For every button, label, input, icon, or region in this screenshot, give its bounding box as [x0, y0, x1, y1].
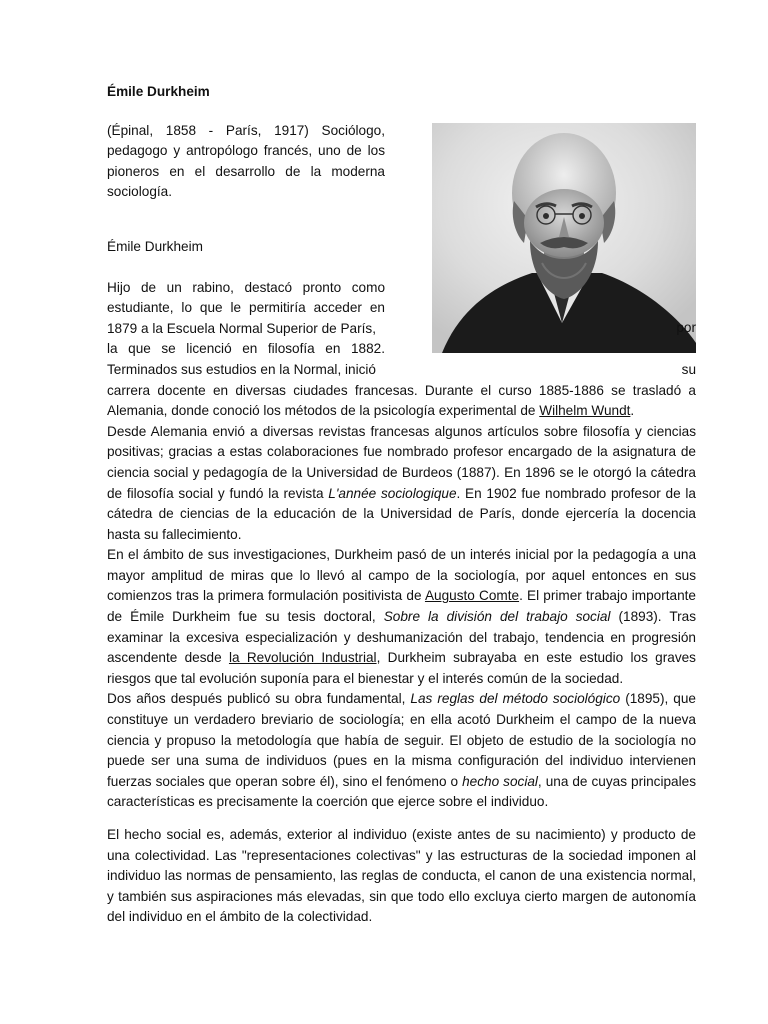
paragraph-social-fact: El hecho social es, además, exterior al individuo (existe antes de su nacimiento) y producto de una colectividad. Las "representaciones colectivas" y las estructuras de la sociedad imponen al individuo las normas de pensamiento, las reglas de conducta, el canon de una existencia normal, y también sus aspiraciones más elevadas, sin que todo ello excluya cierto margen de autonomía del individuo en el ámbito de la colectividad.	[107, 827, 696, 925]
journal-title: L'année sociologique	[328, 485, 457, 501]
p3-text-b: . El primer trabajo importante de Émile Durkheim fue su tesis doctoral,	[107, 588, 696, 625]
book-title: Las reglas del método sociológico	[410, 691, 621, 707]
thesis-title: Sobre la división del trabajo social	[383, 609, 611, 625]
p4-text-b: (1895), que constituye un verdadero breviario de sociología; en ella acotó Durkheim el campo de la nueva ciencia y propuso la metodología que había de seguir. El objeto de estudio de la sociología no puede ser una suma de individuos (pues en la misma configuración del individuo intervienen fuerzas sociales que operan sobre él), sino el fenómeno o	[107, 691, 696, 789]
section-subtitle: Émile Durkheim	[107, 238, 203, 254]
bio-wrap-word-por: por	[676, 320, 696, 336]
wrap-line-group-a	[107, 278, 418, 340]
p3-text-a: En el ámbito de sus investigaciones, Durkheim pasó de un interés inicial por la pedagogía a una mayor amplitud de miras que lo llevó al campo de la sociología, por aquel entonces en sus comienzos tras la primera formulación positivista de	[107, 547, 696, 604]
page-title: Émile Durkheim	[107, 84, 210, 99]
wrap-line-group-b	[107, 320, 696, 380]
intro-paragraph: (Épinal, 1858 - París, 1917) Sociólogo, pedagogo y antropólogo francés, uno de los pioneros en el desarrollo de la moderna sociología.	[107, 122, 385, 200]
p3-text-d: , Durkheim subrayaba en este estudio los graves riesgos que tal evolución suponía para el bienestar y el interés común de la sociedad.	[107, 650, 696, 686]
paragraph-method	[107, 689, 696, 813]
bio-paragraph-part-b: la que se licenció en filosofía en 1882. Terminados sus estudios en la Normal, inició	[107, 341, 385, 377]
bio-text-b: .	[630, 403, 635, 419]
p4-text-a: Dos años después publicó su obra fundamental,	[107, 691, 411, 707]
augusto-comte-link[interactable]: Augusto Comte	[424, 588, 520, 604]
p2-text-a: Desde Alemania envió a diversas revistas francesas algunos artículos sobre filosofía y ciencias positivas; gracias a estas colaboraciones fue nombrado profesor encargado de la asignatura de ciencia social y pedagogía de la Universidad de Burdeos (1887). En 1896 se le otorgó la cátedra de filosofía social y fundó la revista	[107, 423, 696, 501]
bio-paragraph-part-a: Hijo de un rabino, destacó pronto como estudiante, lo que le permitiría acceder en 1879 a la Escuela Normal Superior de París,	[107, 279, 385, 336]
bio-paragraph-continuation	[107, 381, 696, 422]
p3-text-c: (1893). Tras examinar la excesiva especialización y deshumanización del trabajo, tendencia en progresión ascendente desde	[107, 609, 697, 666]
hecho-social-term: hecho social	[462, 773, 538, 789]
paragraph-germany	[107, 422, 696, 546]
bio-wrap-word-su: su	[681, 361, 696, 377]
revolucion-industrial-link[interactable]: la Revolución Industrial	[228, 650, 377, 666]
p4-text-c: , una de cuyas principales características es precisamente la coerción que ejerce sobre el individuo.	[107, 773, 696, 810]
biography-block	[107, 278, 696, 422]
wilhelm-wundt-link[interactable]: Wilhelm Wundt	[539, 403, 631, 419]
p2-text-b: . En 1902 fue nombrado profesor de la cátedra de ciencias de la educación de la Universidad de París, donde ejercería la docencia hasta su fallecimiento.	[107, 485, 696, 542]
bio-text-a: carrera docente en diversas ciudades francesas. Durante el curso 1885-1886 se trasladó a Alemania, donde conoció los métodos de la psicología experimental de	[107, 382, 696, 419]
paragraph-research	[107, 545, 696, 689]
